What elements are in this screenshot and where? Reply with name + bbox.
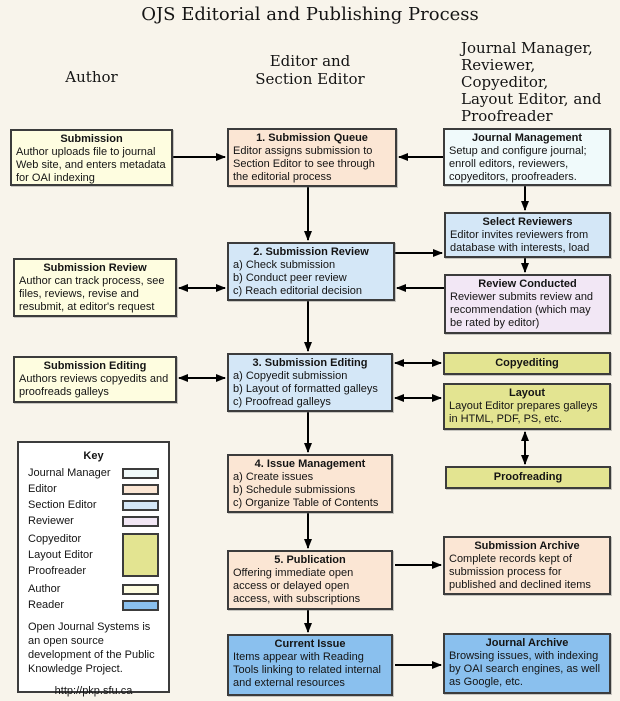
box-review-conducted xyxy=(444,274,611,334)
box-issue-management-line1: a) Create issues xyxy=(233,471,314,483)
box-author-submission-review-title: Submission Review xyxy=(43,262,147,274)
column-header-roles xyxy=(461,40,616,125)
box-journal-archive-title: Journal Archive xyxy=(485,637,569,649)
box-submission-review-step-line1: a) Check submission xyxy=(233,259,336,271)
box-review-conducted-body: Reviewer submits review and recommendation (which may be rated by editor) xyxy=(450,291,594,329)
box-submission-editing-step-line1: a) Copyedit submission xyxy=(233,370,348,382)
column-header-roles-line2: Reviewer, Copyeditor, xyxy=(461,56,549,91)
legend-row-reader xyxy=(28,599,159,611)
legend-label: Proofreader xyxy=(28,565,87,577)
legend-label: Copyeditor xyxy=(28,533,82,545)
legend-label: Layout Editor xyxy=(28,549,93,561)
box-issue-management xyxy=(227,454,393,513)
box-publication xyxy=(227,550,393,610)
legend-row-author xyxy=(28,583,159,595)
box-layout xyxy=(443,383,611,430)
box-current-issue xyxy=(227,634,393,696)
legend-label: Reader xyxy=(28,599,65,611)
box-submission-editing-step-line3: c) Proofread galleys xyxy=(233,396,331,408)
box-layout-title: Layout xyxy=(508,387,546,399)
column-header-author: Author xyxy=(65,68,118,86)
box-submission-review-step-title: 2. Submission Review xyxy=(253,246,369,258)
legend-row-journal-manager xyxy=(28,467,159,479)
box-publication-title: 5. Publication xyxy=(274,554,346,566)
box-journal-management-body: Setup and configure journal; enroll editors, reviewers, copyeditors, proofreaders. xyxy=(449,145,587,183)
column-header-editor-line1: Editor and xyxy=(269,52,351,70)
legend-swatch-copyeditor-group xyxy=(122,533,159,577)
box-author-submission-editing-body: Authors reviews copyedits and proofreads galleys xyxy=(19,373,169,398)
legend xyxy=(17,441,170,697)
legend-row-reviewer xyxy=(28,515,159,527)
legend-swatch-editor xyxy=(122,484,159,495)
box-proofreading xyxy=(445,466,611,489)
legend-label: Journal Manager xyxy=(28,467,111,479)
box-submission-editing-step-title: 3. Submission Editing xyxy=(252,357,368,369)
box-author-submission-editing-title: Submission Editing xyxy=(43,360,147,372)
column-header-editor xyxy=(220,52,400,88)
legend-group-labels xyxy=(28,531,93,579)
legend-url: http://pkp.sfu.ca xyxy=(54,685,133,697)
box-copyediting xyxy=(443,352,611,375)
box-submission-editing-step xyxy=(227,353,393,412)
box-submission-archive-title: Submission Archive xyxy=(474,540,580,552)
box-author-submission-review xyxy=(13,258,177,317)
box-author-submission-editing xyxy=(13,356,177,403)
legend-swatch-reviewer xyxy=(122,516,159,527)
box-current-issue-title: Current Issue xyxy=(274,638,346,650)
box-copyediting-title: Copyediting xyxy=(495,357,559,369)
box-issue-management-line2: b) Schedule submissions xyxy=(233,484,356,496)
box-submission-queue-title: 1. Submission Queue xyxy=(256,132,368,144)
box-submission-review-step-line3: c) Reach editorial decision xyxy=(233,285,363,297)
box-submission-queue-body: Editor assigns submission to Section Editor to see through the editorial process xyxy=(233,145,375,183)
box-publication-body: Offering immediate open access or delayed open access, with subscriptions xyxy=(233,567,361,605)
box-submission xyxy=(10,129,173,186)
box-submission-review-step xyxy=(227,242,395,301)
box-submission-body: Author uploads file to journal Web site, and enters metadata for OAI indexing xyxy=(16,146,166,184)
legend-row-section-editor xyxy=(28,499,159,511)
legend-row-copyeditor-group xyxy=(28,531,159,579)
box-submission-archive xyxy=(443,536,611,595)
legend-swatch-section-editor xyxy=(122,500,159,511)
box-journal-management xyxy=(443,128,611,186)
box-select-reviewers xyxy=(444,212,611,258)
box-submission-archive-body: Complete records kept of submission process for published and declined items xyxy=(449,553,591,591)
box-submission-review-step-line2: b) Conduct peer review xyxy=(233,272,347,284)
box-author-submission-review-body: Author can track process, see files, reviews, revise and resubmit, at editor's request xyxy=(19,275,165,313)
column-header-roles-line1: Journal Manager, xyxy=(461,39,593,57)
box-journal-archive-body: Browsing issues, with indexing by OAI search engines, as well as Google, etc. xyxy=(449,650,601,688)
legend-label: Editor xyxy=(28,483,57,495)
box-journal-archive xyxy=(443,633,611,694)
legend-label: Section Editor xyxy=(28,499,97,511)
legend-label: Reviewer xyxy=(28,515,74,527)
legend-label: Author xyxy=(28,583,61,595)
legend-note: Open Journal Systems is an open source development of the Public Knowledge Project. xyxy=(28,621,155,675)
box-layout-body: Layout Editor prepares galleys in HTML, PDF, PS, etc. xyxy=(449,400,598,425)
box-select-reviewers-title: Select Reviewers xyxy=(482,216,573,228)
box-submission-editing-step-line2: b) Layout of formatted galleys xyxy=(233,383,378,395)
legend-swatch-author xyxy=(122,584,159,595)
box-current-issue-body: Items appear with Reading Tools linking to related internal and external resources xyxy=(233,651,381,689)
column-header-roles-line3: Layout Editor, and xyxy=(461,90,602,108)
box-review-conducted-title: Review Conducted xyxy=(478,278,577,290)
column-header-roles-line4: Proofreader xyxy=(461,107,553,125)
box-submission-queue xyxy=(227,128,397,187)
box-submission-title: Submission xyxy=(60,133,123,145)
diagram-title: OJS Editorial and Publishing Process xyxy=(141,4,479,25)
legend-row-editor xyxy=(28,483,159,495)
box-issue-management-line3: c) Organize Table of Contents xyxy=(233,497,379,509)
box-issue-management-title: 4. Issue Management xyxy=(254,458,366,470)
legend-swatch-reader xyxy=(122,600,159,611)
box-proofreading-title: Proofreading xyxy=(493,471,563,483)
column-header-editor-line2: Section Editor xyxy=(255,70,365,88)
box-select-reviewers-body: Editor invites reviewers from database with interests, load xyxy=(450,229,590,254)
legend-title: Key xyxy=(83,450,104,462)
box-journal-management-title: Journal Management xyxy=(471,132,583,144)
legend-swatch-journal-manager xyxy=(122,468,159,479)
